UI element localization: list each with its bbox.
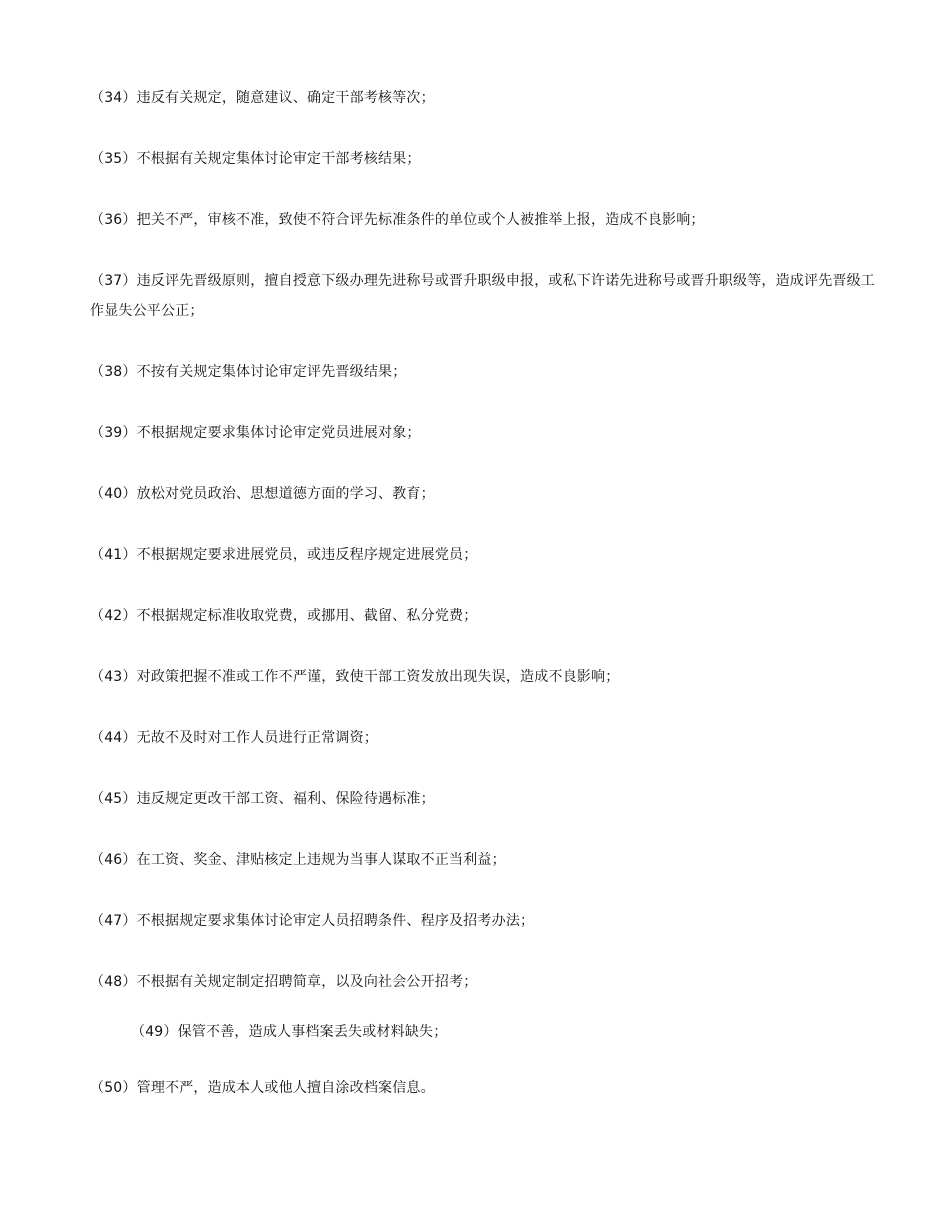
list-item-36: （36）把关不严，审核不准，致使不符合评先标准条件的单位或个人被推举上报，造成不良影响；	[90, 212, 705, 228]
list-item-50: （50）管理不严，造成本人或他人擅自涂改档案信息。	[90, 1080, 435, 1096]
list-item-38: （38）不按有关规定集体讨论审定评先晋级结果；	[90, 364, 407, 380]
list-item-37: （37）违反评先晋级原则，擅自授意下级办理先进称号或晋升职级申报，或私下许诺先进称号或晋升职级等，造成评先晋级工作显失公平公正；	[90, 273, 876, 319]
list-item-40: （40）放松对党员政治、思想道德方面的学习、教育；	[90, 486, 435, 502]
list-item-35: （35）不根据有关规定集体讨论审定干部考核结果；	[90, 151, 421, 167]
list-item-39: （39）不根据规定要求集体讨论审定党员进展对象；	[90, 425, 421, 441]
list-item-47: （47）不根据规定要求集体讨论审定人员招聘条件、程序及招考办法；	[90, 913, 535, 929]
list-item-34: （34）违反有关规定，随意建议、确定干部考核等次；	[90, 90, 435, 106]
list-item-49: （49）保管不善，造成人事档案丢失或材料缺失；	[131, 1024, 448, 1040]
list-item-44: （44）无故不及时对工作人员进行正常调资；	[90, 730, 379, 746]
list-item-45: （45）违反规定更改干部工资、福利、保险待遇标准；	[90, 791, 435, 807]
list-item-42: （42）不根据规定标准收取党费，或挪用、截留、私分党费；	[90, 608, 478, 624]
list-item-48: （48）不根据有关规定制定招聘简章，以及向社会公开招考；	[90, 974, 478, 990]
list-item-46: （46）在工资、奖金、津贴核定上违规为当事人谋取不正当利益；	[90, 852, 506, 868]
list-item-43: （43）对政策把握不准或工作不严谨，致使干部工资发放出现失误，造成不良影响；	[90, 669, 620, 685]
list-item-41: （41）不根据规定要求进展党员，或违反程序规定进展党员；	[90, 547, 478, 563]
